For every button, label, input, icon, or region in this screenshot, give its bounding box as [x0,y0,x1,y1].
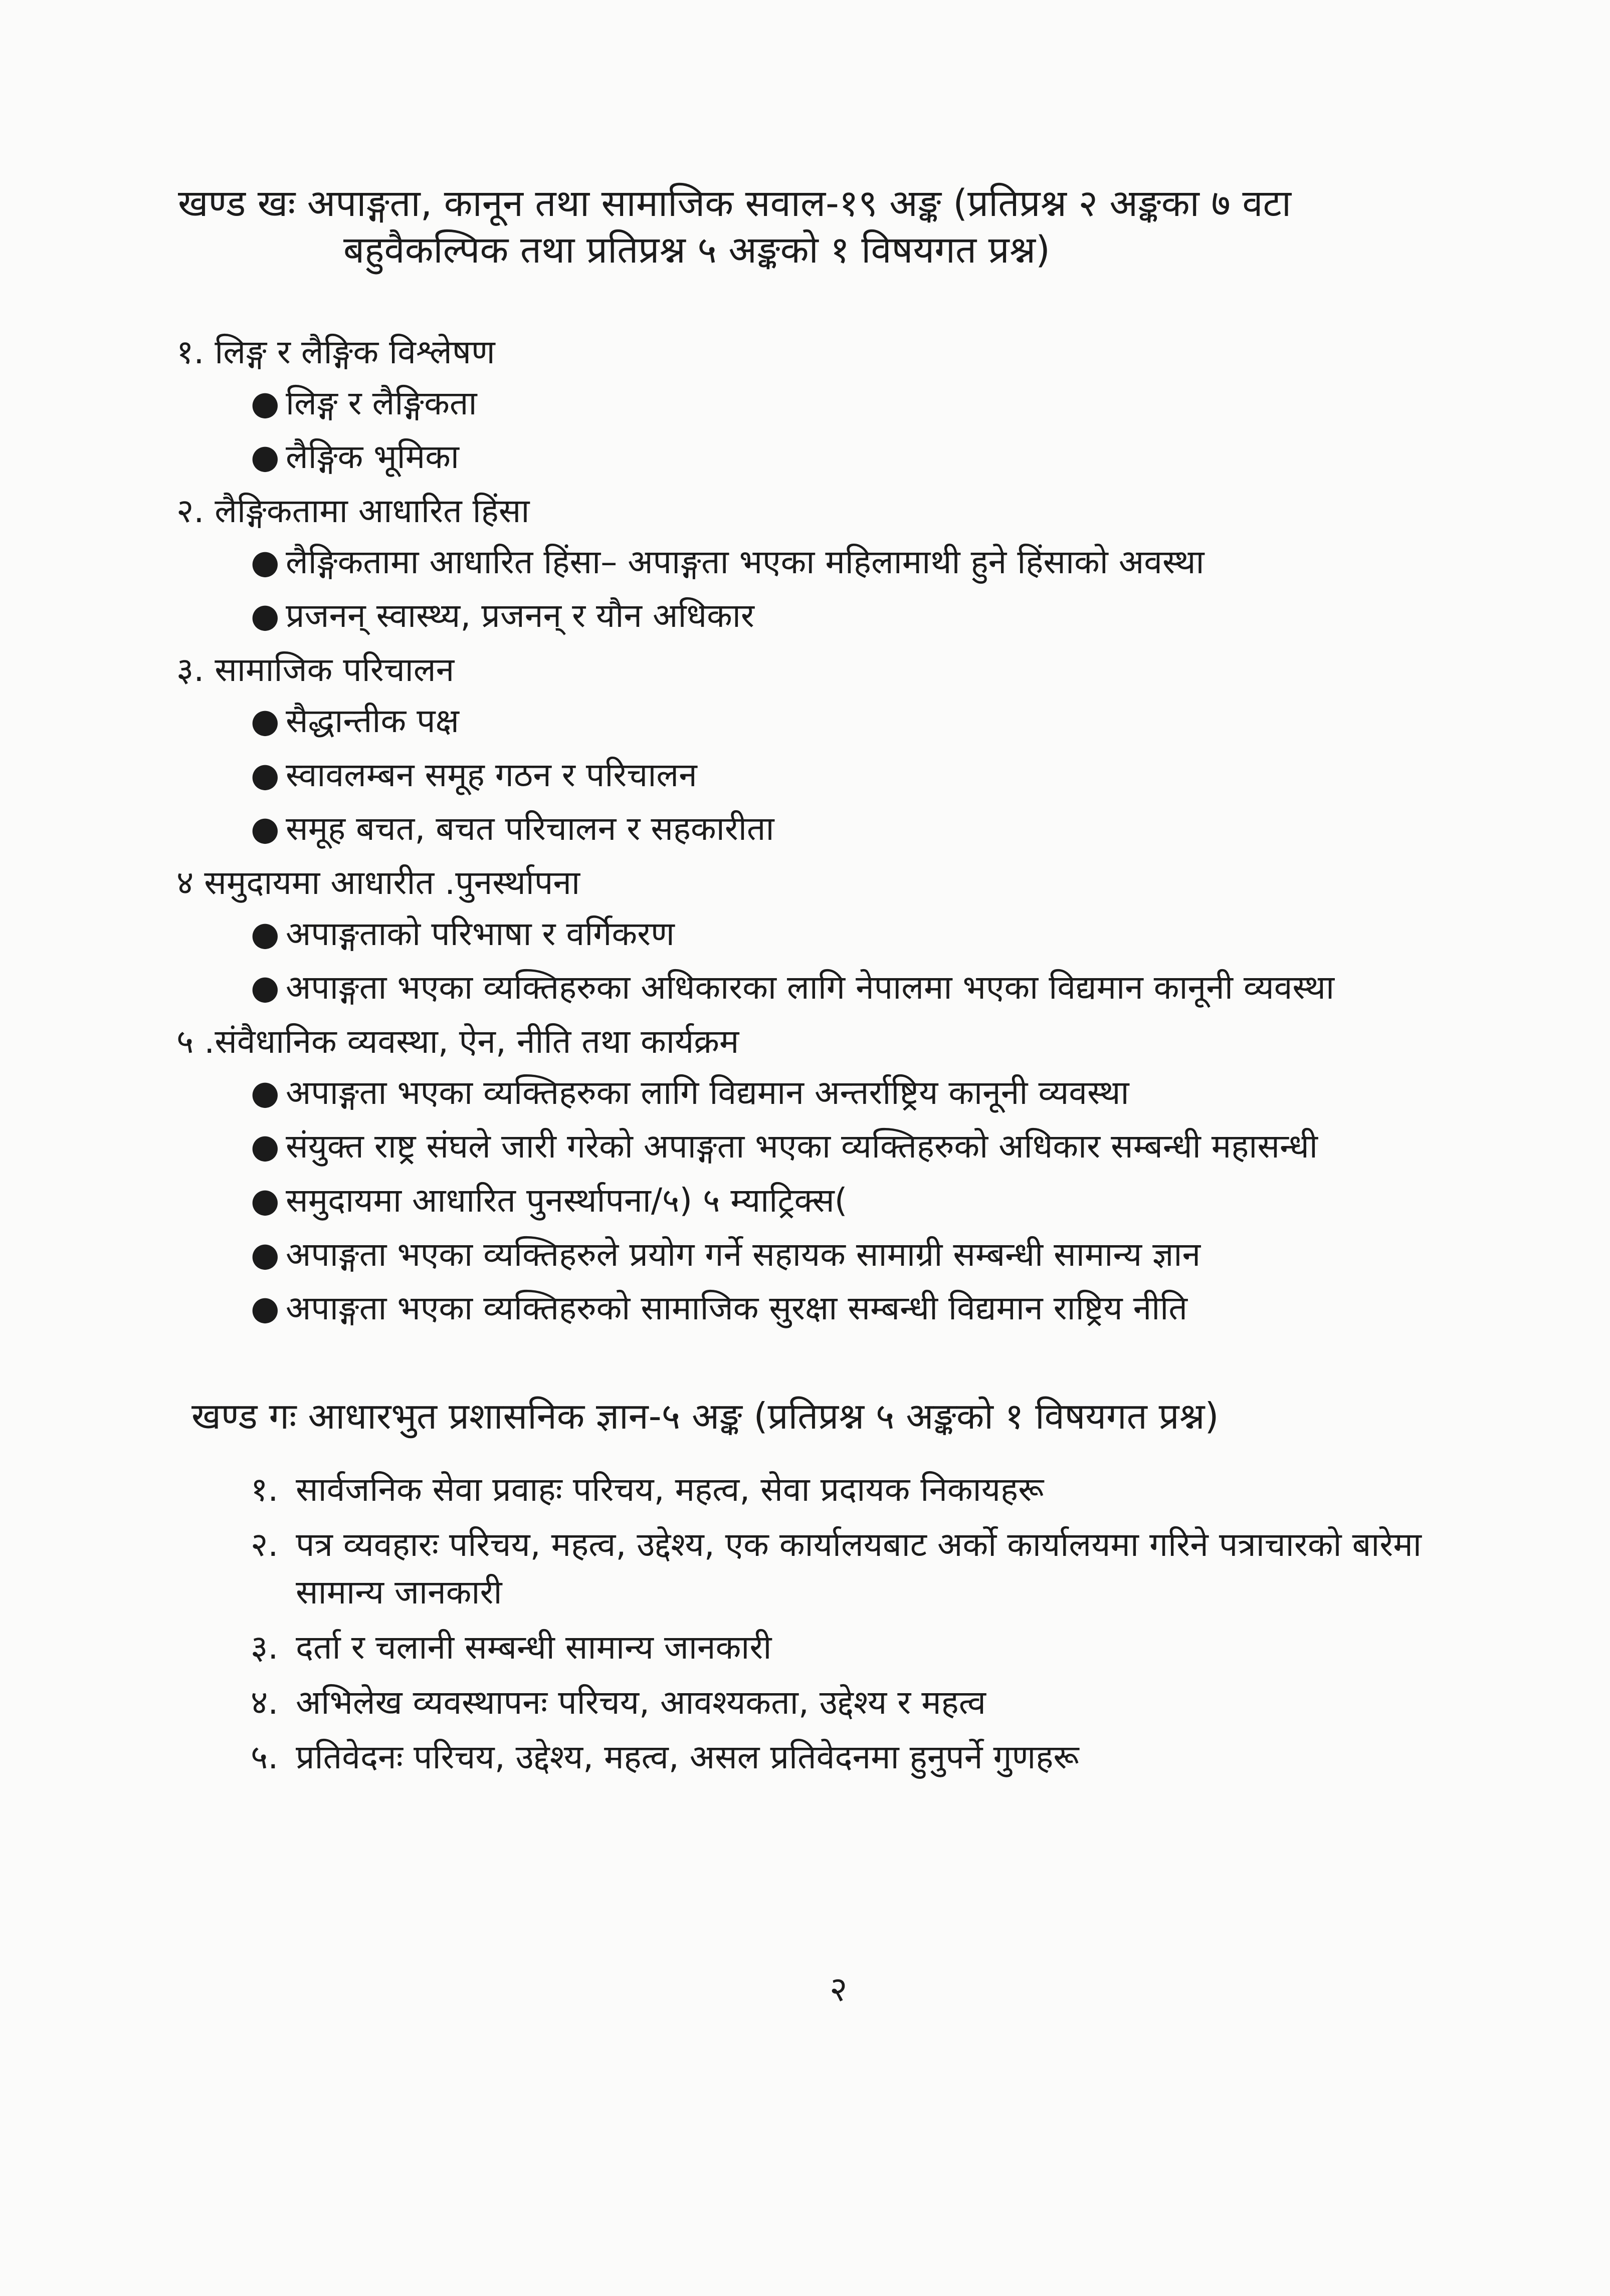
section-b-title-line2: बहुवैकल्पिक तथा प्रतिप्रश्न ५ अङ्कको १ विषयगत प्रश्न) [343,228,1050,272]
list-item [176,433,1490,481]
list-item-text: प्रतिवेदनः परिचय, उद्देश्य, महत्व, असल प्रतिवेदनमा हुनुपर्ने गुणहरू [296,1738,1079,1777]
list-item-text: पत्र व्यवहारः परिचय, महत्व, उद्देश्य, एक कार्यालयबाट अर्को कार्यालयमा गरिने पत्राचारको बारेमा सामान्य जानकारी [296,1525,1422,1612]
bullet-icon: ● [251,1235,280,1274]
list-item-text: अपाङ्गता भएका व्यक्तिहरुको सामाजिक सुरक्षा सम्बन्धी विद्यमान राष्ट्रिय नीति [286,1289,1188,1328]
list-item [176,1231,1490,1279]
list-item-text: प्रजनन् स्वास्थ्य, प्रजनन् र यौन अधिकार [286,596,754,635]
topic-heading: १. लिङ्ग र लैङ्गिक विश्लेषण [176,333,495,371]
bullet-icon: ● [251,1127,280,1166]
list-item [176,1122,1490,1171]
list-item-text: स्वावलम्बन समूह गठन र परिचालन [286,755,697,794]
list-item [176,1284,1490,1332]
bullet-icon: ● [251,383,280,422]
list-item [251,1733,1509,1781]
bullet-list [176,1069,1490,1332]
list-item-text: अपाङ्गता भएका व्यक्तिहरुका लागि विद्यमान अन्तर्राष्ट्रिय कानूनी व्यवस्था [286,1073,1129,1112]
bullet-list [176,538,1490,640]
bullet-list [176,697,1490,853]
list-item-text: लैङ्गिक भूमिका [286,437,460,477]
list-item [251,1466,1509,1514]
topic-3 [176,646,1490,853]
list-item-text: अपाङ्गताको परिभाषा र वर्गिकरण [286,914,675,953]
list-item-text: संयुक्त राष्ट्र संघले जारी गरेको अपाङ्गता भएका व्यक्तिहरुको अधिकार सम्बन्धी महासन्धी [286,1127,1318,1166]
list-item-text: सैद्धान्तीक पक्ष [286,701,459,740]
bullet-icon: ● [251,701,280,740]
list-item-text: दर्ता र चलानी सम्बन्धी सामान्य जानकारी [296,1628,772,1667]
bullet-icon: ● [251,809,280,848]
bullet-icon: ● [251,542,280,581]
list-item [176,805,1490,853]
bullet-icon: ● [251,1181,280,1220]
topic-2 [176,487,1490,640]
bullet-icon: ● [251,968,280,1007]
list-item [251,1624,1509,1672]
topic-heading: ३. सामाजिक परिचालन [176,650,455,690]
bullet-icon: ● [251,1289,280,1328]
section-b-title-line1: खण्ड खः अपाङ्गता, कानून तथा सामाजिक सवाल-१९ अङ्क (प्रतिप्रश्न २ अङ्कका ७ वटा [178,182,1291,225]
bullet-icon: ● [251,1073,280,1112]
topic-4 [176,859,1490,1012]
section-b-title [178,180,1511,273]
topic-heading: २. लैङ्गिकतामा आधारित हिंसा [176,492,530,531]
section-b-topics [176,328,1490,1338]
bullet-icon: ● [251,596,280,635]
list-item-text: अपाङ्गता भएका व्यक्तिहरुले प्रयोग गर्ने सहायक सामाग्री सम्बन्धी सामान्य ज्ञान [286,1235,1201,1274]
list-item [176,751,1490,799]
topic-1 [176,328,1490,481]
section-c-list [251,1466,1509,1788]
bullet-icon: ● [251,755,280,794]
bullet-icon: ● [251,914,280,953]
list-item [176,964,1490,1012]
list-item-text: समुदायमा आधारित पुनर्स्थापना/५) ५ म्याट्रिक्स( [286,1181,848,1220]
topic-heading: ४ समुदायमा आधारीत .पुनर्स्थापना [176,863,580,902]
list-item [251,1679,1509,1727]
list-item [176,910,1490,958]
item-number: ५. [251,1738,279,1777]
list-item-text: लिङ्ग र लैङ्गिकता [286,383,477,422]
list-item-text: समूह बचत, बचत परिचालन र सहकारीता [286,809,774,848]
topic-heading: ५ .संवैधानिक व्यवस्था, ऐन, नीति तथा कार्यक्रम [176,1022,739,1061]
list-item-text: लैङ्गिकतामा आधारित हिंसा– अपाङ्गता भएका महिलामाथी हुने हिंसाको अवस्था [286,542,1204,581]
list-item [176,592,1490,640]
list-item-text: अपाङ्गता भएका व्यक्तिहरुका अधिकारका लागि नेपालमा भएका विद्यमान कानूनी व्यवस्था [286,968,1335,1007]
list-item [176,1177,1490,1225]
item-number: ३. [251,1628,279,1667]
list-item [176,697,1490,745]
bullet-icon: ● [251,437,280,477]
list-item [251,1521,1509,1617]
list-item-text: सार्वजनिक सेवा प्रवाहः परिचय, महत्व, सेवा प्रदायक निकायहरू [296,1470,1044,1509]
topic-5 [176,1018,1490,1332]
list-item [176,379,1490,427]
list-item [176,538,1490,586]
bullet-list [176,379,1490,481]
page-number: २ [830,1970,848,2009]
item-number: २. [251,1525,279,1564]
item-number: ४. [251,1683,279,1722]
list-item-text: अभिलेख व्यवस्थापनः परिचय, आवश्यकता, उद्देश्य र महत्व [296,1683,986,1722]
bullet-list [176,910,1490,1012]
section-c-title: खण्ड गः आधारभुत प्रशासनिक ज्ञान-५ अङ्क (प्रतिप्रश्न ५ अङ्कको १ विषयगत प्रश्न) [191,1395,1219,1437]
list-item [176,1069,1490,1117]
item-number: १. [251,1470,279,1509]
